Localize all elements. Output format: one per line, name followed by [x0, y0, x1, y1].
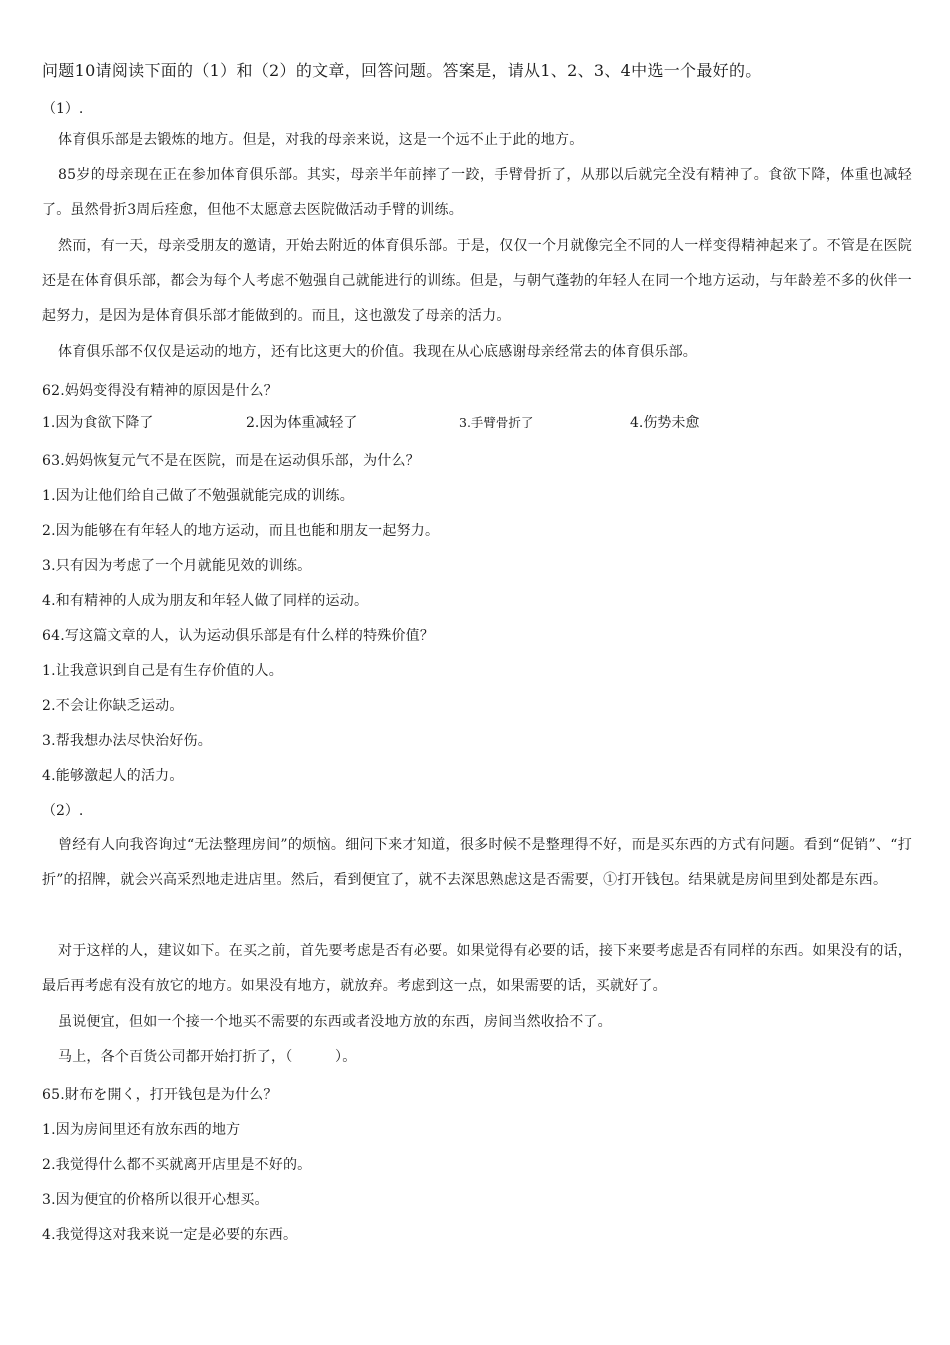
q63-option-2: 2.因为能够在有年轻人的地方运动，而且也能和朋友一起努力。 [42, 523, 440, 539]
q65-option-2: 2.我觉得什么都不买就离开店里是不好的。 [42, 1157, 312, 1173]
q62-option-1: 1.因为食欲下降了 [42, 415, 154, 431]
q63-option-4: 4.和有精神的人成为朋友和年轻人做了同样的运动。 [42, 593, 369, 609]
q63-option-3: 3.只有因为考虑了一个月就能见效的训练。 [42, 558, 312, 574]
s2-paragraph-3: 虽说便宜，但如一个接一个地买不需要的东西或者没地方放的东西，房间当然收拾不了。 [58, 1014, 612, 1030]
question-62-options [42, 412, 912, 436]
question-62: 62.妈妈变得没有精神的原因是什么？ [42, 383, 278, 399]
s1-paragraph-1: 体育俱乐部是去锻炼的地方。但是，对我的母亲来说，这是一个远不止于此的地方。 [58, 132, 584, 148]
q65-option-3: 3.因为便宜的价格所以很开心想买。 [42, 1192, 269, 1208]
instruction-heading: 问题10请阅读下面的（1）和（2）的文章，回答问题。答案是，请从1、2、3、4中选一个最好的。 [42, 61, 762, 80]
q64-option-3: 3.帮我想办法尽快治好伤。 [42, 733, 212, 749]
q62-option-3: 3.手臂骨折了 [459, 415, 534, 430]
q63-option-1: 1.因为让他们给自己做了不勉强就能完成的训练。 [42, 488, 354, 504]
q65-option-4: 4.我觉得这对我来说一定是必要的东西。 [42, 1227, 298, 1243]
s2-paragraph-2: 对于这样的人，建议如下。在买之前，首先要考虑是否有必要。如果觉得有必要的话，接下来要考虑是否有同样的东西。如果没有的话，最后再考虑有没有放它的地方。如果没有地方，就放弃。考虑到这一点，如果需要的话，买就好了。 [42, 943, 912, 994]
s1-paragraph-2: 85岁的母亲现在正在参加体育俱乐部。其实，母亲半年前摔了一跤，手臂骨折了，从那以后就完全没有精神了。食欲下降，体重也减轻了。虽然骨折3周后痊愈，但他不太愿意去医院做活动手臂的训练。 [42, 167, 912, 218]
section-2-label: （2）. [42, 803, 84, 819]
q65-option-1: 1.因为房间里还有放东西的地方 [42, 1122, 241, 1138]
section-1-label: （1）. [42, 101, 84, 117]
q64-option-1: 1.让我意识到自己是有生存价值的人。 [42, 663, 283, 679]
s2-paragraph-1: 曾经有人向我咨询过“无法整理房间”的烦恼。细问下来才知道，很多时候不是整理得不好，而是买东西的方式有问题。看到“促销”、“打折”的招牌，就会兴高采烈地走进店里。然后，看到便宜了，就不去深思熟虑这是否需要，①打开钱包。结果就是房间里到处都是东西。 [42, 837, 912, 888]
q64-option-4: 4.能够激起人的活力。 [42, 768, 184, 784]
question-63: 63.妈妈恢复元气不是在医院，而是在运动俱乐部，为什么？ [42, 453, 420, 469]
q62-option-4: 4.伤势未愈 [630, 415, 700, 431]
question-64: 64.写这篇文章的人，认为运动俱乐部是有什么样的特殊价值？ [42, 628, 435, 644]
q64-option-2: 2.不会让你缺乏运动。 [42, 698, 184, 714]
s1-paragraph-4: 体育俱乐部不仅仅是运动的地方，还有比这更大的价值。我现在从心底感谢母亲经常去的体育俱乐部。 [58, 344, 697, 360]
s2-paragraph-4: 马上，各个百货公司都开始打折了，（ ）。 [58, 1049, 357, 1065]
question-65: 65.財布を開く，打开钱包是为什么？ [42, 1087, 278, 1103]
s1-paragraph-3: 然而，有一天，母亲受朋友的邀请，开始去附近的体育俱乐部。于是，仅仅一个月就像完全不同的人一样变得精神起来了。不管是在医院还是在体育俱乐部，都会为每个人考虑不勉强自己就能进行的训练。但是，与朝气蓬勃的年轻人在同一个地方运动，与年龄差不多的伙伴一起努力，是因为是体育俱乐部才能做到的。而且，这也激发了母亲的活力。 [42, 238, 912, 324]
q62-option-2: 2.因为体重减轻了 [246, 415, 358, 431]
